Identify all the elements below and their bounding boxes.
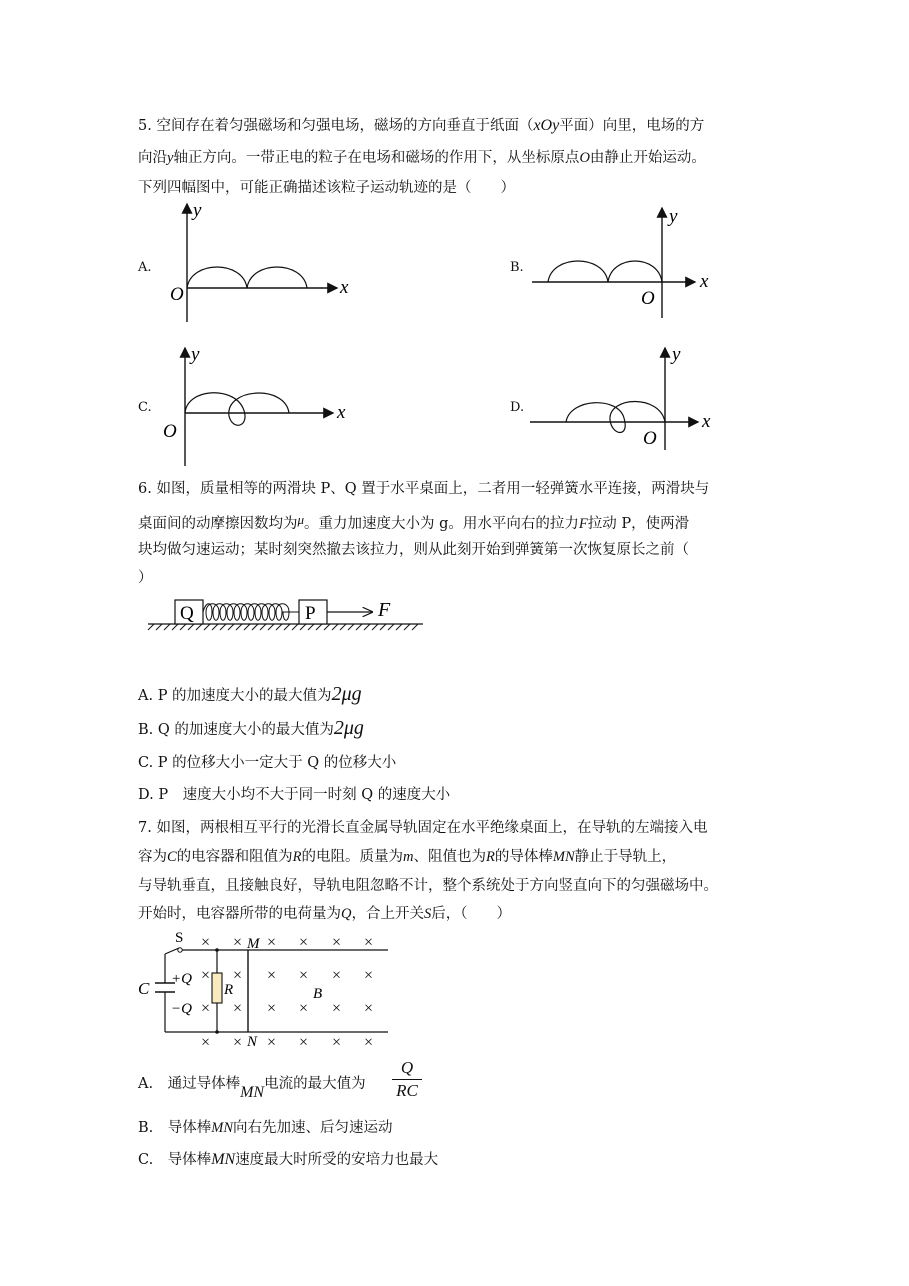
- svg-text:×: ×: [364, 1034, 374, 1051]
- origin-label: O: [643, 428, 657, 449]
- q6-line-2: [138, 510, 689, 534]
- q7-text: 的电阻。质量为: [301, 849, 404, 865]
- q5-graph-d: [528, 340, 728, 470]
- q6-option-b-value: 2μg: [333, 717, 364, 739]
- q5-option-d-label: D.: [510, 400, 525, 415]
- q7-line-1: 7. 如图，两根相互平行的光滑长直金属导轨固定在水平绝缘桌面上，在导轨的左端接入电: [138, 820, 708, 836]
- switch-blade: [165, 948, 179, 954]
- q6-line-1: 6. 如图，质量相等的两滑块 P、Q 置于水平桌面上，二者用一轻弹簧水平连接，两滑块与: [138, 481, 710, 497]
- x-axis-label: x: [337, 402, 346, 423]
- x-axis-label: x: [340, 277, 349, 298]
- q7-text: 开始时，电容器所带的电荷量为: [138, 906, 341, 922]
- q6-diagram: [140, 596, 440, 646]
- q7-option-c-text: 速度最大时所受的安培力也最大: [235, 1152, 439, 1168]
- q7-text: 静止于导轨上，: [574, 849, 677, 865]
- svg-text:×: ×: [201, 1000, 211, 1017]
- q6-line-4: ）: [138, 570, 153, 586]
- q5-option-b-label: B.: [510, 260, 524, 275]
- q7-option-c-mn: MN: [211, 1151, 236, 1168]
- q5-graph-a: [165, 200, 365, 330]
- q7-mn-symbol: MN: [552, 849, 575, 865]
- junction-bottom: [215, 1030, 219, 1034]
- q7-text: 的导体棒: [494, 849, 553, 865]
- svg-text:×: ×: [299, 1000, 309, 1017]
- q7-option-a-mn: MN: [240, 1084, 265, 1101]
- y-axis-label: y: [669, 206, 678, 227]
- q5-y-symbol: y: [167, 150, 174, 166]
- plus-q-label: +Q: [171, 971, 192, 987]
- svg-text:×: ×: [201, 1034, 211, 1051]
- svg-text:×: ×: [267, 967, 277, 984]
- q7-option-b-text: 向右先加速、后匀速运动: [233, 1120, 393, 1136]
- q7-text: 的电容器和阻值为: [176, 849, 293, 865]
- svg-text:×: ×: [267, 1034, 277, 1051]
- svg-text:×: ×: [332, 1000, 342, 1017]
- q7-text: 、阻值也为: [413, 849, 487, 865]
- q5-text: 5. 空间存在着匀强磁场和匀强电场，磁场的方向垂直于纸面（: [138, 118, 534, 134]
- svg-text:×: ×: [299, 967, 309, 984]
- q7-r-symbol: R: [292, 849, 302, 865]
- trajectory: [187, 267, 307, 288]
- svg-text:×: ×: [233, 934, 243, 951]
- q6-option-a-value: 2μg: [331, 683, 362, 705]
- junction-top: [215, 948, 219, 952]
- svg-text:×: ×: [299, 1034, 309, 1051]
- q6-text: 桌面间的动摩擦因数均为: [138, 516, 298, 532]
- q7-option-a-fraction: [390, 1058, 424, 1101]
- svg-text:×: ×: [201, 967, 211, 984]
- q7-option-c: [138, 1150, 438, 1170]
- origin-label: O: [170, 284, 184, 305]
- q7-option-a-text: A. 通过导体棒: [138, 1076, 241, 1092]
- q6-f-symbol: F: [578, 516, 588, 532]
- fraction-bar: [392, 1079, 422, 1080]
- x-axis-label: x: [700, 271, 709, 292]
- q5-line-1: [138, 116, 704, 136]
- q5-option-c-label: C.: [138, 400, 152, 415]
- q7-c-symbol: C: [167, 849, 177, 865]
- block-q-label: Q: [180, 603, 194, 624]
- svg-text:×: ×: [299, 934, 309, 951]
- minus-q-label: −Q: [171, 1001, 192, 1017]
- capacitor-label: C: [138, 979, 150, 998]
- svg-text:×: ×: [233, 967, 243, 984]
- q5-text: 向沿: [138, 150, 167, 166]
- q5-o-symbol: O: [579, 150, 590, 166]
- q7-option-a-text: 电流的最大值为: [264, 1076, 366, 1092]
- q5-text: 平面）向里，电场的方: [559, 118, 705, 134]
- q6-text: 拉动 P，使两滑: [587, 516, 690, 532]
- q7-line-4: [138, 904, 511, 924]
- field-label: B: [313, 986, 323, 1002]
- q7-option-a: [138, 1074, 366, 1101]
- q7-line-3: 与导轨垂直，且接触良好，导轨电阻忽略不计，整个系统处于方向竖直向下的匀强磁场中。: [138, 878, 718, 894]
- q5-graph-b: [530, 200, 730, 330]
- svg-text:×: ×: [332, 934, 342, 951]
- q5-text: 轴正方向。一带正电的粒子在电场和磁场的作用下，从坐标原点: [173, 150, 580, 166]
- q7-text: ，合上开关: [351, 906, 424, 922]
- rod-n-label: N: [247, 1034, 258, 1050]
- svg-text:×: ×: [267, 934, 277, 951]
- q7-option-b: [138, 1118, 393, 1138]
- q7-circuit-diagram: [135, 928, 395, 1053]
- rod-m-label: M: [247, 936, 260, 952]
- q5-text: 由静止开始运动。: [589, 150, 706, 166]
- q7-option-c-text: C. 导体棒: [138, 1152, 212, 1168]
- q7-text: 容为: [138, 849, 167, 865]
- trajectory: [548, 261, 662, 282]
- svg-text:×: ×: [267, 1000, 277, 1017]
- q7-s-symbol: S: [423, 906, 432, 922]
- x-axis-label: x: [702, 411, 711, 432]
- resistor-label: R: [224, 982, 234, 998]
- y-axis-label: y: [672, 344, 681, 365]
- svg-text:×: ×: [332, 1034, 342, 1051]
- svg-text:×: ×: [332, 967, 342, 984]
- y-axis-label: y: [193, 200, 202, 221]
- q6-option-c: C. P 的位移大小一定大于 Q 的位移大小: [138, 755, 397, 771]
- q7-text: 后，（ ）: [431, 906, 511, 922]
- q5-line-3: 下列四幅图中，可能正确描述该粒子运动轨迹的是（ ）: [138, 180, 515, 196]
- q6-option-a: [138, 684, 362, 706]
- q7-q-symbol: Q: [341, 906, 352, 922]
- q7-r-symbol: R: [486, 849, 495, 865]
- trajectory: [185, 393, 289, 426]
- q6-mu-symbol: μ: [297, 512, 305, 527]
- q5-line-2: [138, 148, 706, 168]
- spring: [203, 604, 299, 621]
- block-p-label: P: [305, 603, 316, 624]
- origin-label: O: [163, 421, 177, 442]
- q7-option-b-mn: MN: [211, 1120, 234, 1136]
- svg-text:×: ×: [364, 934, 374, 951]
- q6-line-3: 块均做匀速运动；某时刻突然撤去该拉力，则从此刻开始到弹簧第一次恢复原长之前（: [138, 542, 689, 558]
- q6-option-d: D. P 速度大小均不大于同一时刻 Q 的速度大小: [138, 787, 451, 803]
- q7-m-symbol: m: [403, 849, 414, 865]
- q5-graph-c: [163, 340, 363, 470]
- svg-text:×: ×: [364, 967, 374, 984]
- table-hatch: [148, 624, 418, 630]
- fraction-numerator: Q: [400, 1058, 414, 1077]
- svg-text:×: ×: [201, 934, 211, 951]
- q6-text: 。重力加速度大小为 g。用水平向右的拉力: [304, 516, 579, 532]
- switch-label: S: [175, 930, 184, 946]
- q5-plane-symbol: xOy: [533, 117, 560, 134]
- q7-line-2: [138, 847, 676, 867]
- svg-text:×: ×: [233, 1000, 243, 1017]
- origin-label: O: [641, 288, 655, 309]
- svg-text:×: ×: [364, 1000, 374, 1017]
- q6-option-b-text: B. Q 的加速度大小的最大值为: [138, 722, 334, 738]
- q6-option-a-text: A. P 的加速度大小的最大值为: [138, 688, 332, 704]
- force-label: F: [378, 599, 391, 621]
- q7-option-b-text: B. 导体棒: [138, 1120, 212, 1136]
- y-axis-label: y: [191, 344, 200, 365]
- svg-text:×: ×: [233, 1034, 243, 1051]
- fraction-denominator: RC: [396, 1081, 418, 1100]
- resistor: [212, 973, 222, 1003]
- q6-option-b: [138, 718, 364, 740]
- q5-option-a-label: A.: [138, 260, 152, 275]
